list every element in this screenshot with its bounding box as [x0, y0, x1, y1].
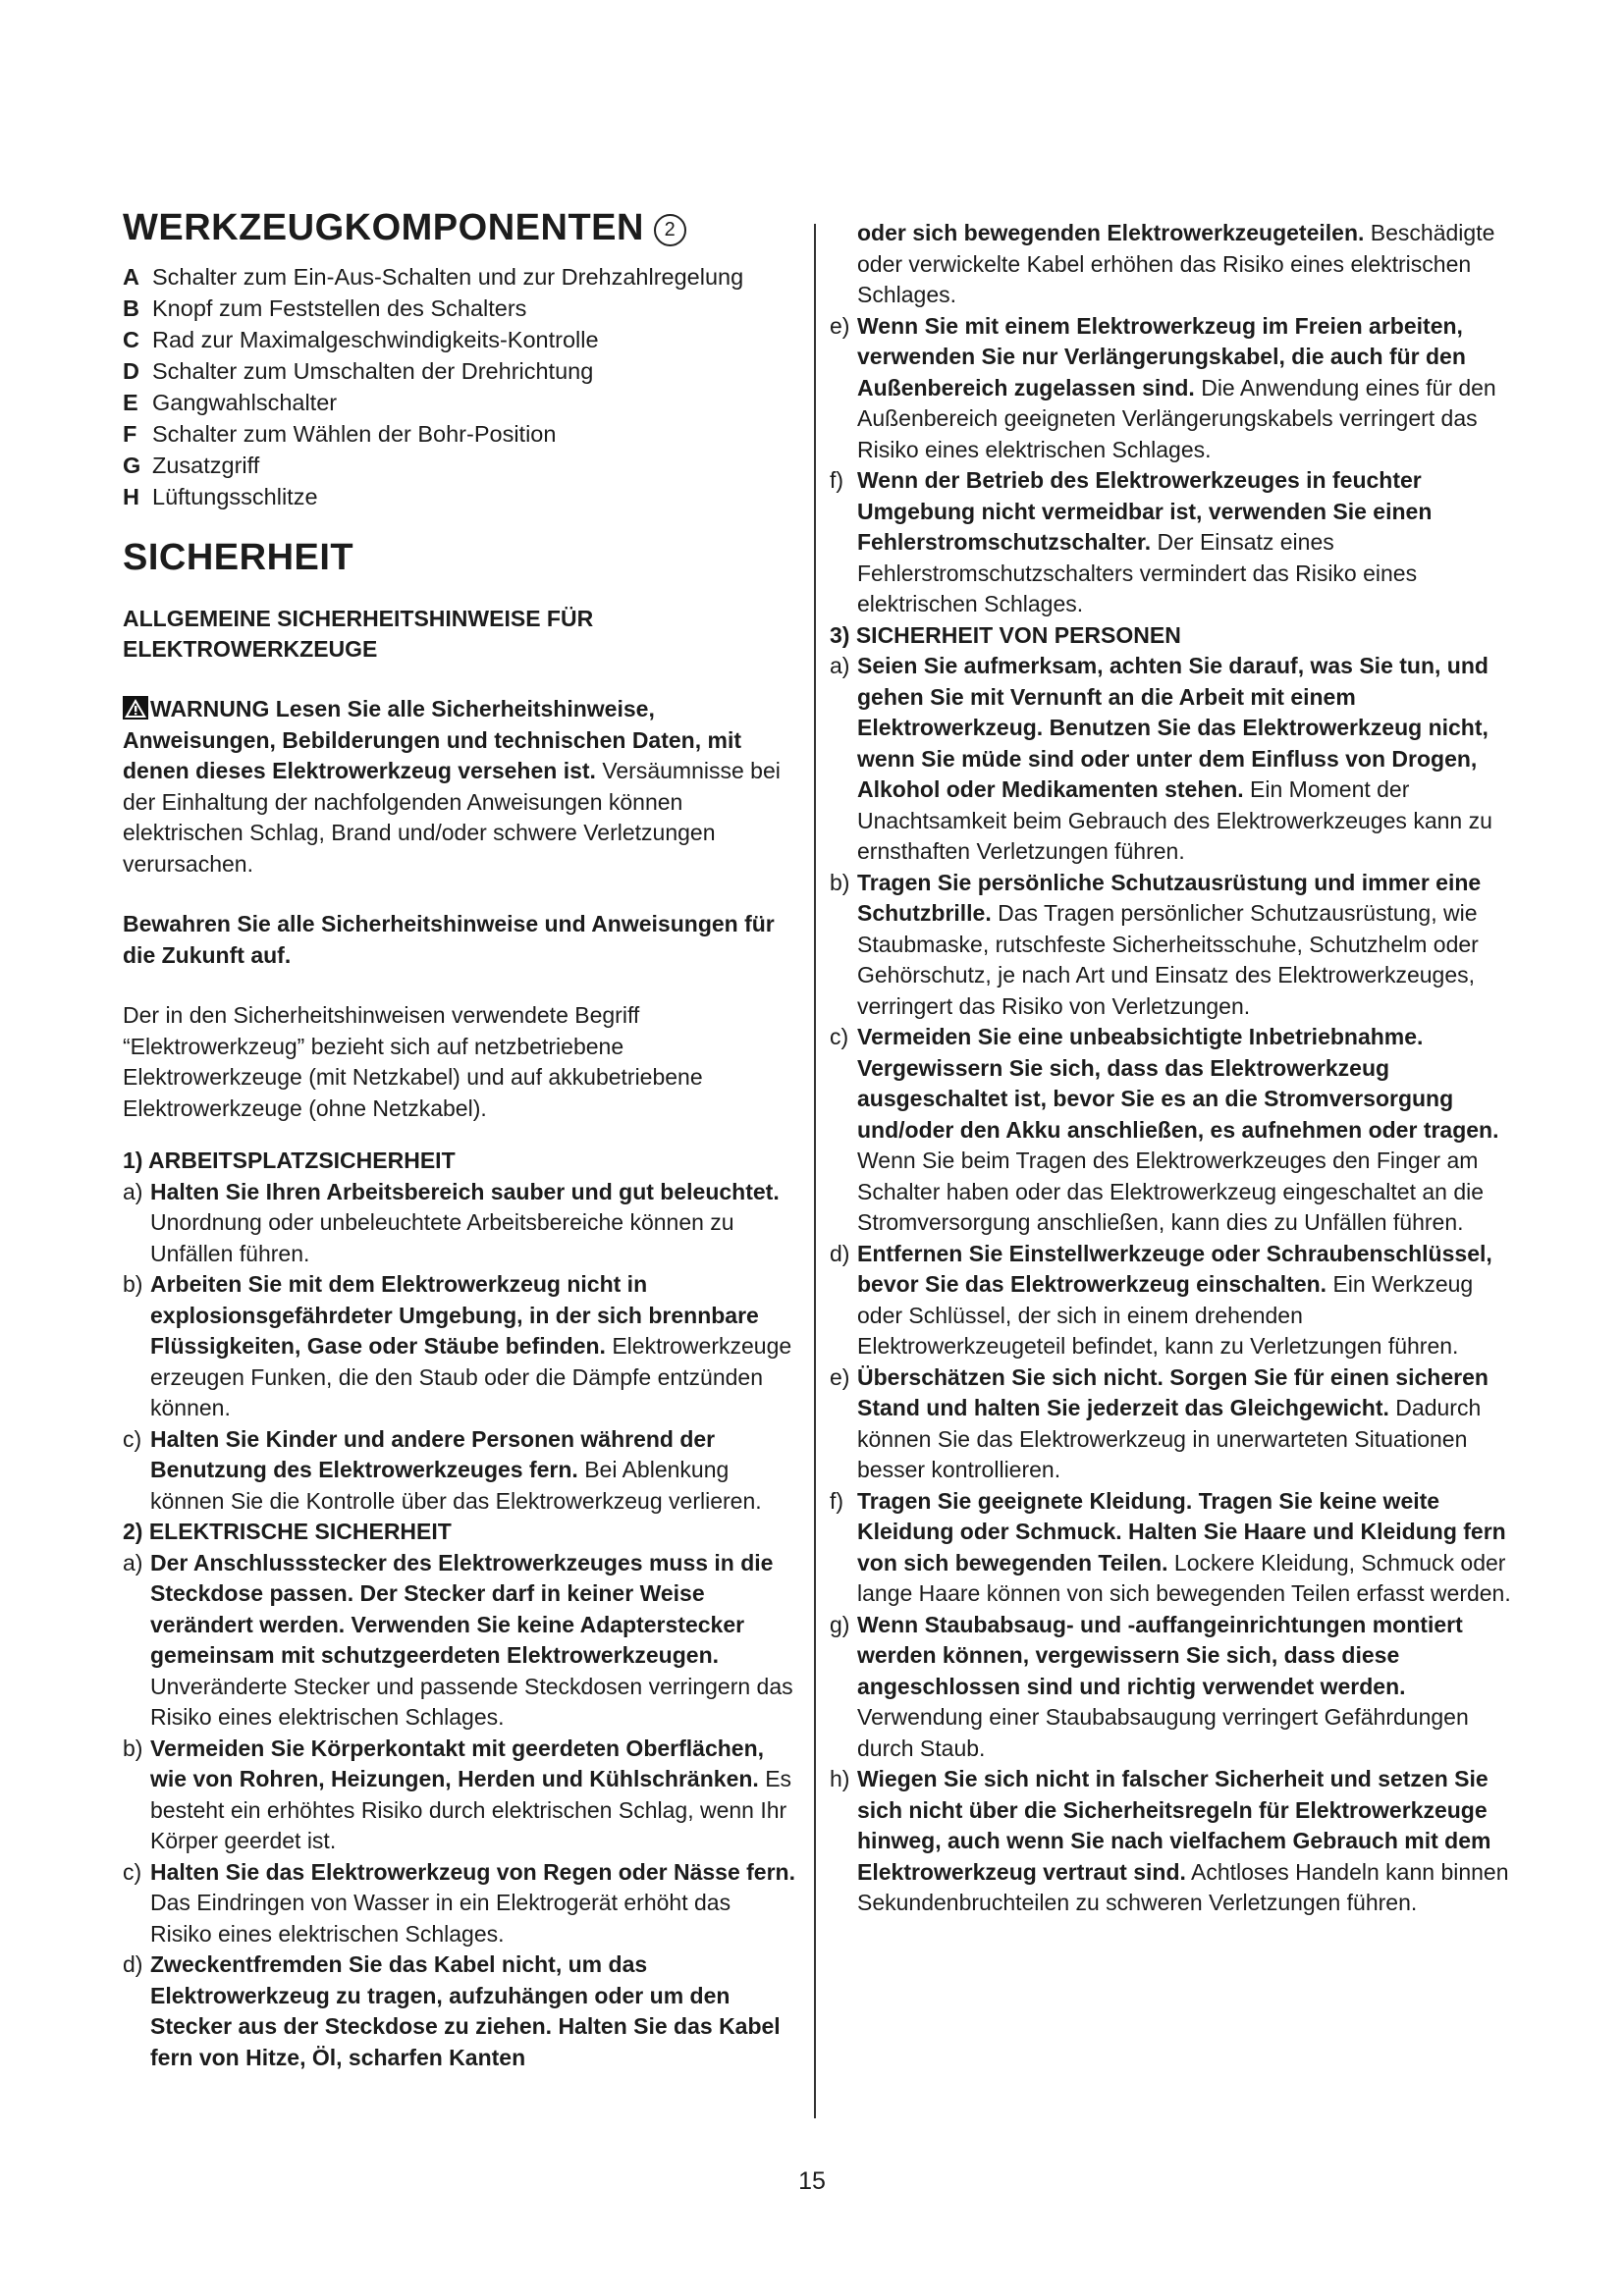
personal-safety-list [830, 651, 1517, 1919]
safety-heading: SICHERHEIT [123, 536, 354, 578]
page-number: 15 [798, 2167, 826, 2195]
list-item-bold-text: Wenn Sie mit einem Elektrowerkzeug im Freien arbeiten, verwenden Sie nur Verlängerungskabel, die auch für den Außenbereich zugelassen sind. [857, 312, 1466, 400]
electrical-safety-list-continued [830, 311, 1517, 620]
component-label: Zusatzgriff [152, 452, 260, 478]
list-item-bold-text: Wenn Staubabsaug- und -auffangeinrichtungen montiert werden können, vergewissern Sie sich, dass diese angeschlossen sind und richtig verwendet werden. [857, 1611, 1463, 1699]
list-item [830, 1486, 1517, 1610]
component-label: Lüftungsschlitze [152, 483, 318, 509]
left-column [123, 206, 795, 2073]
component-label: Rad zur Maximalgeschwindigkeits-Kontrolle [152, 326, 599, 352]
component-item [123, 387, 795, 418]
section-electrical-safety-title: 2) ELEKTRISCHE SICHERHEIT [123, 1519, 452, 1545]
component-key: H [123, 483, 139, 509]
list-item-text: Achtloses Handeln kann binnen Sekundenbruchteilen zu schweren Verletzungen führen. [857, 1858, 1509, 1915]
list-item [830, 311, 1517, 466]
list-item-text: Lockere Kleidung, Schmuck oder lange Haare können von sich bewegenden Teilen erfasst werden. [857, 1549, 1511, 1606]
list-item-bold-text: Der Anschlussstecker des Elektrowerkzeuges muss in die Steckdose passen. Der Stecker darf in keiner Weise verändert werden. Verwenden Sie keine Adapterstecker gemeinsam mit schutzgeerdeten Elektrowerkzeugen. [150, 1549, 774, 1669]
list-item-label: f) [830, 1487, 844, 1514]
list-item [123, 1857, 795, 1950]
list-item-text: Dadurch können Sie das Elektrowerkzeug in unerwarteten Situationen besser kontrollieren. [857, 1395, 1482, 1482]
list-item-bold-text: Vermeiden Sie Körperkontakt mit geerdeten Oberflächen, wie von Rohren, Heizungen, Herden und Kühlschränken. [150, 1735, 765, 1792]
list-item-label: f) [830, 467, 844, 493]
list-item-text: Ein Moment der Unachtsamkeit beim Gebrauch des Elektrowerkzeuges kann zu ernsthaften Verletzungen führen. [857, 776, 1492, 864]
list-item-label: c) [123, 1425, 142, 1452]
component-item [123, 481, 795, 512]
list-item-label: c) [830, 1024, 849, 1049]
list-item [830, 1239, 1517, 1362]
list-item [123, 1424, 795, 1518]
right-column [830, 218, 1517, 1919]
list-item-bold-text: Tragen Sie persönliche Schutzausrüstung und immer eine Schutzbrille. [857, 869, 1482, 926]
list-item-bold-text: Wiegen Sie sich nicht in falscher Sicherheit und setzen Sie sich nicht über die Sicherheitsregeln für Elektrowerkzeuge hinweg, auch wenn Sie nach vielfachem Gebrauch mit dem Elektrowerkzeug vertraut sind. [857, 1766, 1491, 1885]
component-key: C [123, 326, 139, 352]
component-item [123, 355, 795, 387]
warning-bold-text: WARNUNG Lesen Sie alle Sicherheitshinweise, Anweisungen, Bebilderungen und technischen Daten, mit denen dieses Elektrowerkzeug versehen ist. [123, 696, 742, 784]
list-item-text: Verwendung einer Staubabsaugung verringert Gefährdungen durch Staub. [857, 1704, 1469, 1761]
list-item-label: e) [830, 1363, 850, 1390]
list-item-text: Bei Ablenkung können Sie die Kontrolle über das Elektrowerkzeug verlieren. [150, 1457, 762, 1514]
column-divider [814, 224, 816, 2118]
list-item [123, 1949, 795, 2073]
list-item-continuation: oder sich bewegenden Elektrowerkzeugeteilen. Beschädigte oder verwickelte Kabel erhöhen das Risiko eines elektrischen Schlages. [857, 220, 1495, 307]
list-item-label: d) [830, 1240, 850, 1266]
list-item-label: b) [123, 1271, 143, 1298]
workplace-safety-list [123, 1177, 795, 1518]
list-item-text: Das Tragen persönlicher Schutzausrüstung, wie Staubmaske, rutschfeste Sicherheitsschuhe, Schutzhelm oder Gehörschutz, je nach Art und Einsatz des Elektrowerkzeuges, verringert das Risiko von Verletzungen. [857, 900, 1479, 1019]
list-item-text: Unordnung oder unbeleuchtete Arbeitsbereiche können zu Unfällen führen. [150, 1209, 734, 1266]
list-item-label: a) [123, 1549, 143, 1575]
list-item-bold-text: Entfernen Sie Einstellwerkzeuge oder Schraubenschlüssel, bevor Sie das Elektrowerkzeug einschalten. [857, 1240, 1492, 1297]
list-item-label: b) [123, 1735, 143, 1761]
list-item-text: Unveränderte Stecker und passende Steckdosen verringern das Risiko eines elektrischen Schlages. [150, 1673, 793, 1731]
list-item-label: a) [123, 1178, 143, 1204]
figure-ref-badge: 2 [654, 214, 686, 246]
list-item [123, 1548, 795, 1734]
keep-instructions-notice: Bewahren Sie alle Sicherheitshinweise und Anweisungen für die Zukunft auf. [123, 911, 775, 968]
component-key: B [123, 294, 139, 321]
list-item-bold-text: Seien Sie aufmerksam, achten Sie darauf, was Sie tun, und gehen Sie mit Vernunft an die Arbeit mit einem Elektrowerkzeug. Benutzen Sie das Elektrowerkzeug nicht, wenn Sie müde sind oder unter dem Einfluss von Drogen, Alkohol oder Medikamenten stehen. [857, 653, 1489, 802]
list-item-label: d) [123, 1951, 143, 1978]
list-item-bold-text: Halten Sie das Elektrowerkzeug von Regen oder Nässe fern. [150, 1858, 795, 1885]
list-item [830, 1610, 1517, 1765]
list-item-bold-text: Halten Sie Kinder und andere Personen während der Benutzung des Elektrowerkzeuges fern. [150, 1425, 716, 1483]
components-list [123, 261, 795, 512]
list-item-label: a) [830, 653, 850, 678]
list-item-label: e) [830, 312, 850, 339]
list-item-label: c) [123, 1858, 142, 1885]
list-item-text: Ein Werkzeug oder Schlüssel, der sich in einem drehenden Elektrowerkzeugeteil befindet, kann zu Verletzungen führen. [857, 1271, 1474, 1359]
component-key: A [123, 263, 139, 290]
component-label: Knopf zum Feststellen des Schalters [152, 294, 527, 321]
list-item [830, 1764, 1517, 1919]
list-item-label: g) [830, 1611, 850, 1637]
general-safety-heading: ALLGEMEINE SICHERHEITSHINWEISE FÜR ELEKTROWERKZEUGE [123, 606, 594, 663]
component-item [123, 324, 795, 355]
component-item [123, 261, 795, 293]
electrical-safety-list [123, 1548, 795, 2074]
warning-triangle-icon [123, 696, 148, 720]
list-item-label: h) [830, 1766, 850, 1791]
list-item [830, 651, 1517, 868]
component-label: Gangwahlschalter [152, 389, 338, 415]
component-key: D [123, 357, 139, 384]
component-item [123, 418, 795, 450]
term-definition-paragraph: Der in den Sicherheitshinweisen verwendete Begriff “Elektrowerkzeug” bezieht sich auf netzbetriebene Elektrowerkzeuge (mit Netzkabel) und auf akkubetriebene Elektrowerkzeuge (ohne Netzkabel). [123, 1002, 703, 1121]
list-item-bold-text: Wenn der Betrieb des Elektrowerkzeuges in feuchter Umgebung nicht vermeidbar ist, verwenden Sie einen Fehlerstromschutzschalter. [857, 467, 1433, 555]
component-key: G [123, 452, 141, 478]
list-item [830, 465, 1517, 620]
list-item-text: Der Einsatz eines Fehlerstromschutzschalters vermindert das Risiko eines elektrischen Schlages. [857, 529, 1418, 616]
list-item-label: b) [830, 869, 850, 895]
list-item-bold-text: Zweckentfremden Sie das Kabel nicht, um das Elektrowerkzeug zu tragen, aufzuhängen oder um den Stecker aus der Steckdose zu ziehen. Halten Sie das Kabel fern von Hitze, Öl, scharfen Kanten [150, 1951, 781, 2070]
warning-paragraph [123, 694, 795, 880]
component-key: E [123, 389, 138, 415]
list-item [123, 1177, 795, 1270]
list-item-text: Die Anwendung eines für den Außenbereich geeigneten Verlängerungskabels verringert das Risiko eines elektrischen Schlages. [857, 374, 1496, 462]
list-item [123, 1269, 795, 1424]
list-item-bold-text: Arbeiten Sie mit dem Elektrowerkzeug nicht in explosionsgefährdeter Umgebung, in der sich brennbare Flüssigkeiten, Gase oder Stäube befinden. [150, 1271, 759, 1360]
list-item [123, 1734, 795, 1857]
component-label: Schalter zum Wählen der Bohr-Position [152, 420, 557, 447]
list-item-text: Das Eindringen von Wasser in ein Elektrogerät erhöht das Risiko eines elektrischen Schlages. [150, 1890, 731, 1947]
list-item-bold-text: Tragen Sie geeignete Kleidung. Tragen Sie keine weite Kleidung oder Schmuck. Halten Sie Haare und Kleidung fern von sich bewegenden Teilen. [857, 1487, 1506, 1575]
section-personal-safety-title: 3) SICHERHEIT VON PERSONEN [830, 621, 1181, 648]
list-item-bold-text: Vermeiden Sie eine unbeabsichtigte Inbetriebnahme. Vergewissern Sie sich, dass das Elektrowerkzeug ausgeschaltet ist, bevor Sie es an die Stromversorgung und/oder den Akku anschließen, es aufnehmen oder tragen. [857, 1024, 1499, 1143]
list-item-text: Elektrowerkzeuge erzeugen Funken, die den Staub oder die Dämpfe entzünden können. [150, 1333, 792, 1421]
component-label: Schalter zum Umschalten der Drehrichtung [152, 357, 594, 384]
section-workplace-safety-title: 1) ARBEITSPLATZSICHERHEIT [123, 1148, 456, 1174]
component-label: Schalter zum Ein-Aus-Schalten und zur Drehzahlregelung [152, 263, 744, 290]
list-item [830, 1362, 1517, 1486]
list-item-text: Es besteht ein erhöhtes Risiko durch elektrischen Schlag, wenn Ihr Körper geerdet ist. [150, 1766, 792, 1854]
list-item-bold-text: Halten Sie Ihren Arbeitsbereich sauber und gut beleuchtet. [150, 1178, 780, 1204]
components-heading: WERKZEUGKOMPONENTEN 2 [123, 206, 795, 251]
list-item [830, 1022, 1517, 1239]
component-key: F [123, 420, 137, 447]
component-item [123, 293, 795, 324]
list-item-bold-text: Überschätzen Sie sich nicht. Sorgen Sie für einen sicheren Stand und halten Sie jederzeit das Gleichgewicht. [857, 1363, 1489, 1420]
list-item [830, 868, 1517, 1023]
warning-text: Versäumnisse bei der Einhaltung der nachfolgenden Anweisungen können elektrischen Schlag, Brand und/oder schwere Verletzungen verursachen. [123, 758, 781, 877]
list-item-text: Wenn Sie beim Tragen des Elektrowerkzeuges den Finger am Schalter haben oder das Elektrowerkzeug eingeschaltet an die Stromversorgung anschließen, kann dies zu Unfällen führen. [857, 1148, 1485, 1235]
component-item [123, 450, 795, 481]
